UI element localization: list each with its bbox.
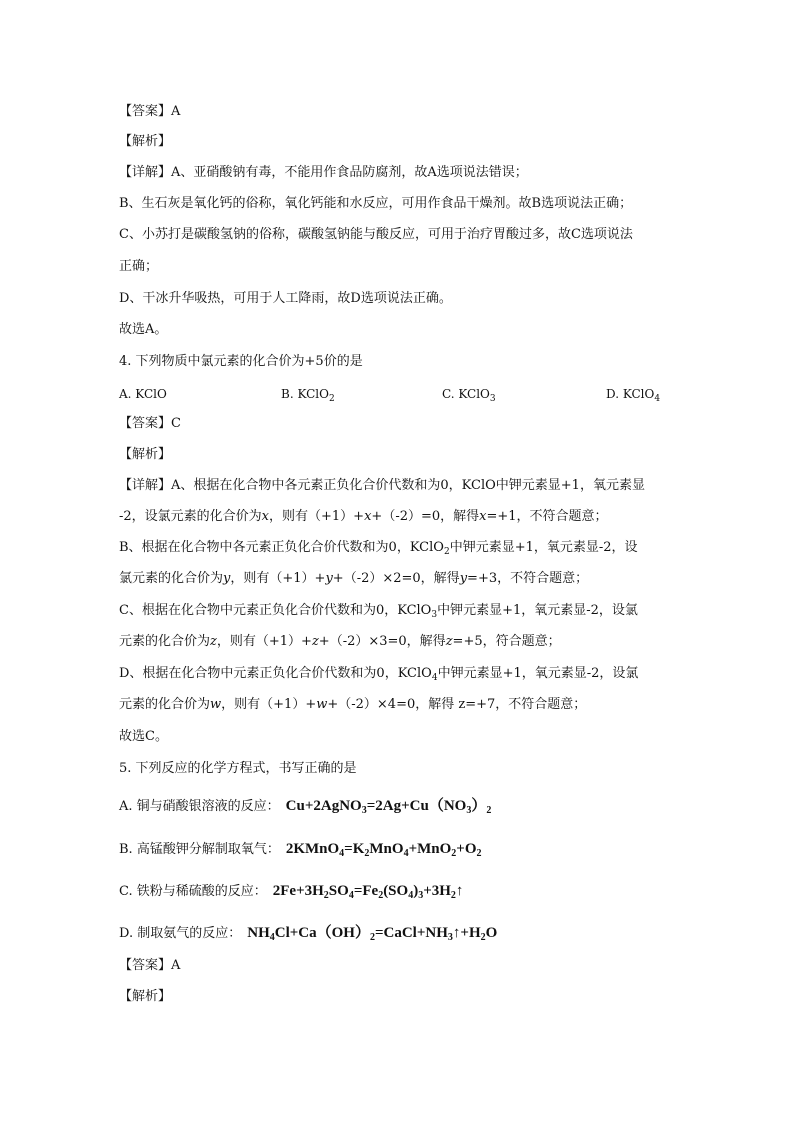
q4-detail-b1: B、根据在化合物中各元素正负化合价代数和为0，KClO$_2$中钾元素显+1，氧元素显-2，设 [119, 540, 638, 557]
q4-option-a: A. KClO [119, 387, 167, 401]
q4-detail-d1: D、根据在化合物中元素正负化合价代数和为0，KClO$_4$中钾元素显+1，氧元素显-2，设氯 [119, 666, 639, 683]
q4-analysis-heading: 【解析】 [119, 447, 172, 462]
q4-detail-a1: 【详解】A、根据在化合物中各元素正负化合价代数和为0，KClO中钾元素显+1，氧元素显 [119, 478, 645, 493]
q4-detail-b2: 氯元素的化合价为y，则有（+1）+y+（-2）×2=0，解得y=+3，不符合题意； [119, 571, 589, 586]
q5-option-a-equation: $Cu+2AgNO_3=2Ag+Cu(NO_3)_2$ [285, 798, 492, 816]
q5-option-a: A. 铜与硝酸银溶液的反应： $Cu+2AgNO_3=2Ag+Cu(NO_3)_2$ [119, 798, 492, 816]
q3-detail-c2: 正确； [119, 259, 159, 274]
q4-options [119, 385, 679, 403]
q3-answer: 【答案】A [119, 104, 181, 119]
q4-detail-a2: -2，设氯元素的化合价为x，则有（+1）+x+（-2）=0，解得x=+1，不符合题意； [119, 509, 608, 524]
q3-detail-b: B、生石灰是氧化钙的俗称，氧化钙能和水反应，可用作食品干燥剂。故B选项说法正确； [119, 196, 633, 211]
q3-conclusion: 故选A。 [119, 322, 168, 337]
q4-detail-d2: 元素的化合价为w，则有（+1）+w+（-2）×4=0，解得 z=+7，不符合题意； [119, 697, 587, 712]
q3-analysis-heading: 【解析】 [119, 134, 172, 149]
q5-question: 5. 下列反应的化学方程式，书写正确的是 [119, 761, 357, 776]
q4-question: 4. 下列物质中氯元素的化合价为+5价的是 [119, 354, 363, 369]
q5-option-b-equation: $2KMnO_4=K_2MnO_4+MnO_2+O_2$ [285, 841, 482, 859]
q4-answer: 【答案】C [119, 416, 181, 431]
q5-option-d-equation: $NH_4Cl+Ca(OH)_2=CaCl+NH_3↑+H_2O$ [247, 925, 498, 943]
q5-analysis-heading: 【解析】 [119, 989, 172, 1004]
q4-detail-c1: C、根据在化合物中元素正负化合价代数和为0，KClO$_3$中钾元素显+1，氧元素显-2，设氯 [119, 603, 638, 620]
q3-detail-c1: C、小苏打是碳酸氢钠的俗称，碳酸氢钠能与酸反应，可用于治疗胃酸过多，故C选项说法 [119, 227, 633, 242]
q4-option-c: C. KClO$_3$ [442, 387, 496, 404]
q4-option-b: B. KClO$_2$ [281, 387, 335, 404]
q4-option-d: D. KClO$_4$ [606, 387, 661, 404]
q5-option-d: D. 制取氨气的反应： $NH_4Cl+Ca(OH)_2=CaCl+NH_3↑+H_2O$ [119, 925, 498, 943]
q5-option-b: B. 高锰酸钾分解制取氧气： $2KMnO_4=K_2MnO_4+MnO_2+O_2$ [119, 841, 482, 859]
q3-detail-a: 【详解】A、亚硝酸钠有毒，不能用作食品防腐剂，故A选项说法错误； [119, 165, 528, 180]
q5-option-c: C. 铁粉与稀硫酸的反应： $2Fe+3H_2SO_4=Fe_2(SO_4)_3+3H_2↑$ [119, 883, 464, 901]
q4-detail-c2: 元素的化合价为z，则有（+1）+z+（-2）×3=0，解得z=+5，符合题意； [119, 634, 561, 649]
q5-option-c-equation: $2Fe+3H_2SO_4=Fe_2(SO_4)_3+3H_2↑$ [272, 883, 464, 901]
q4-conclusion: 故选C。 [119, 729, 168, 744]
q3-detail-d: D、干冰升华吸热，可用于人工降雨，故D选项说法正确。 [119, 291, 452, 306]
q5-answer: 【答案】A [119, 958, 181, 973]
